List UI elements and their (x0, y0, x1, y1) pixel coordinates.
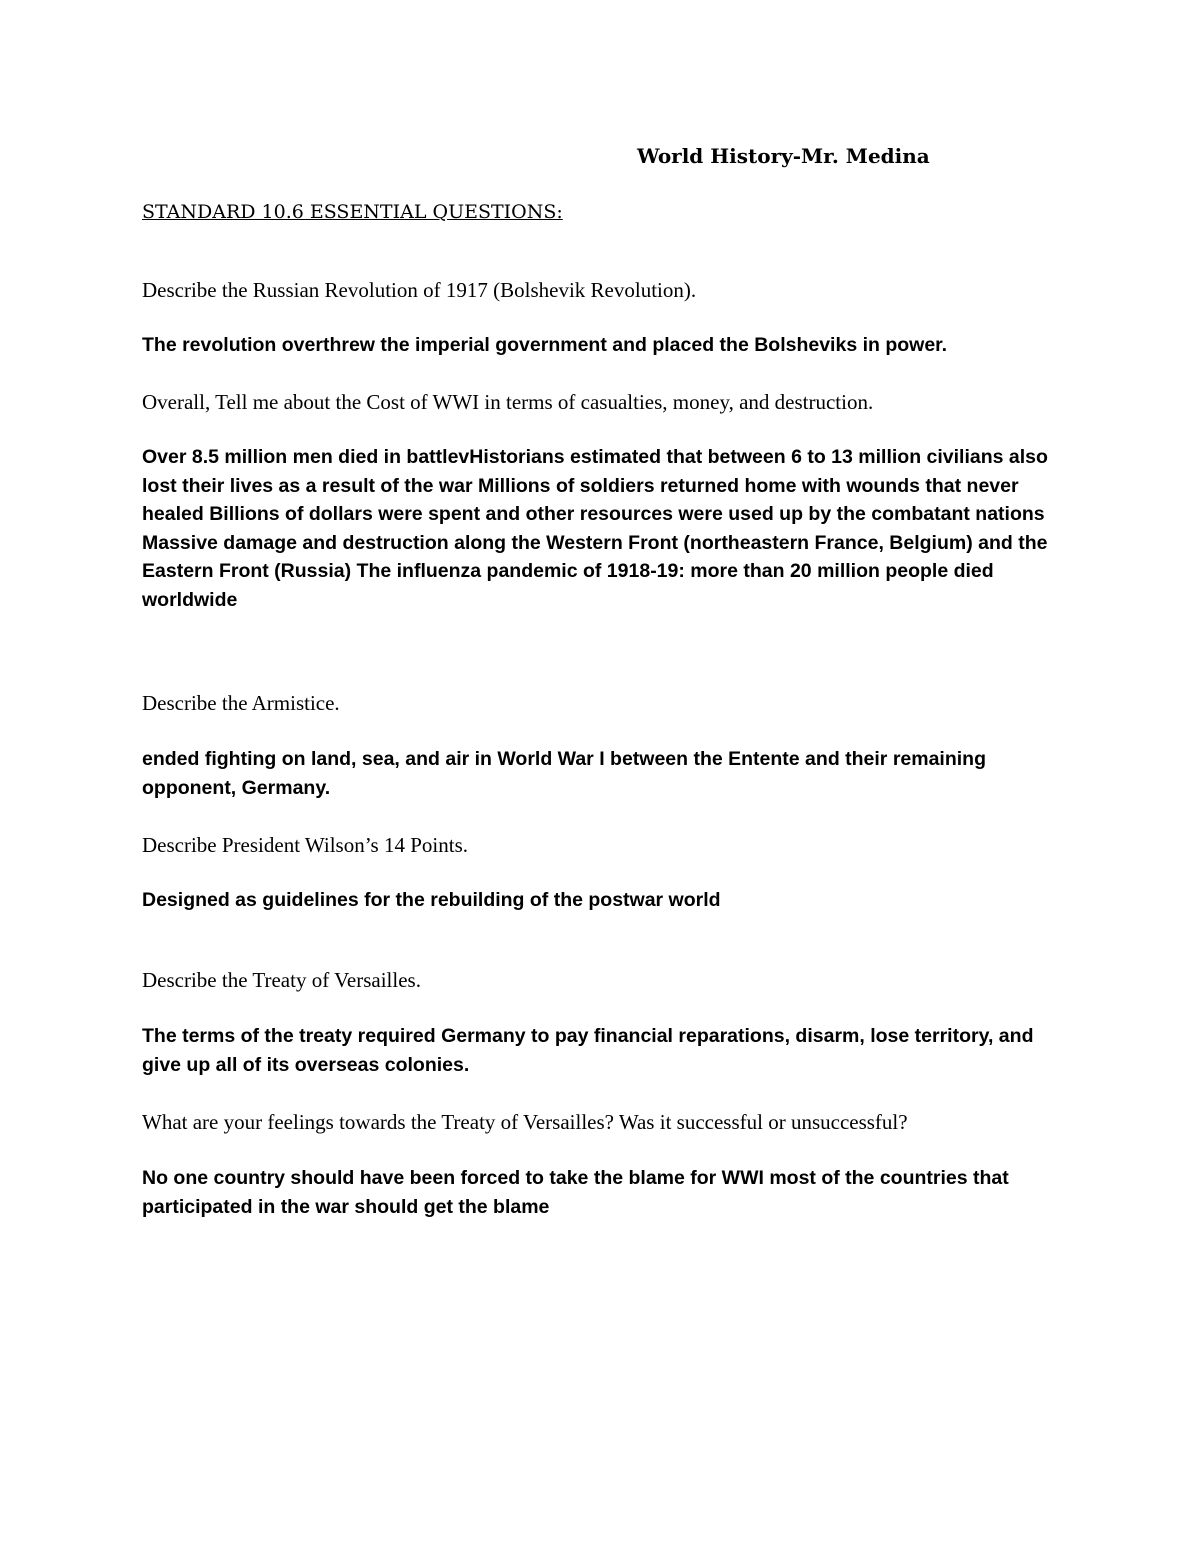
answer-5: The terms of the treaty required Germany to pay financial reparations, disarm, lose territory, and give up all of its overseas colonies. (142, 1025, 1034, 1076)
answer-3: ended fighting on land, sea, and air in World War I between the Entente and their remaining opponent, Germany. (142, 748, 987, 799)
answer-6: No one country should have been forced to take the blame for WWI most of the countries that participated in the war should get the blame (142, 1167, 1009, 1218)
answer-2: Over 8.5 million men died in battlevHistorians estimated that between 6 to 13 million civilians also lost their lives as a result of the war Millions of soldiers returned home with wounds that never healed Billions of dollars were spent and other resources were used up by the combatant nations Massive damage and destruction along the Western Front (northeastern France, Belgium) and the Eastern Front (Russia) The influenza pandemic of 1918-19: more than 20 million people died worldwide (142, 446, 1048, 611)
answer-1: The revolution overthrew the imperial government and placed the Bolsheviks in power. (142, 334, 948, 356)
question-6: What are your feelings towards the Treaty of Versailles? Was it successful or unsuccessful? (142, 1110, 908, 1134)
question-4: Describe President Wilson’s 14 Points. (142, 833, 469, 857)
course-header: World History-Mr. Medina (637, 144, 930, 168)
question-3: Describe the Armistice. (142, 691, 340, 715)
question-1: Describe the Russian Revolution of 1917 (Bolshevik Revolution). (142, 278, 697, 302)
standard-title: STANDARD 10.6 ESSENTIAL QUESTIONS: (142, 201, 563, 223)
question-2: Overall, Tell me about the Cost of WWI in terms of casualties, money, and destruction. (142, 390, 874, 414)
answer-4: Designed as guidelines for the rebuilding of the postwar world (142, 889, 721, 911)
question-5: Describe the Treaty of Versailles. (142, 968, 421, 992)
